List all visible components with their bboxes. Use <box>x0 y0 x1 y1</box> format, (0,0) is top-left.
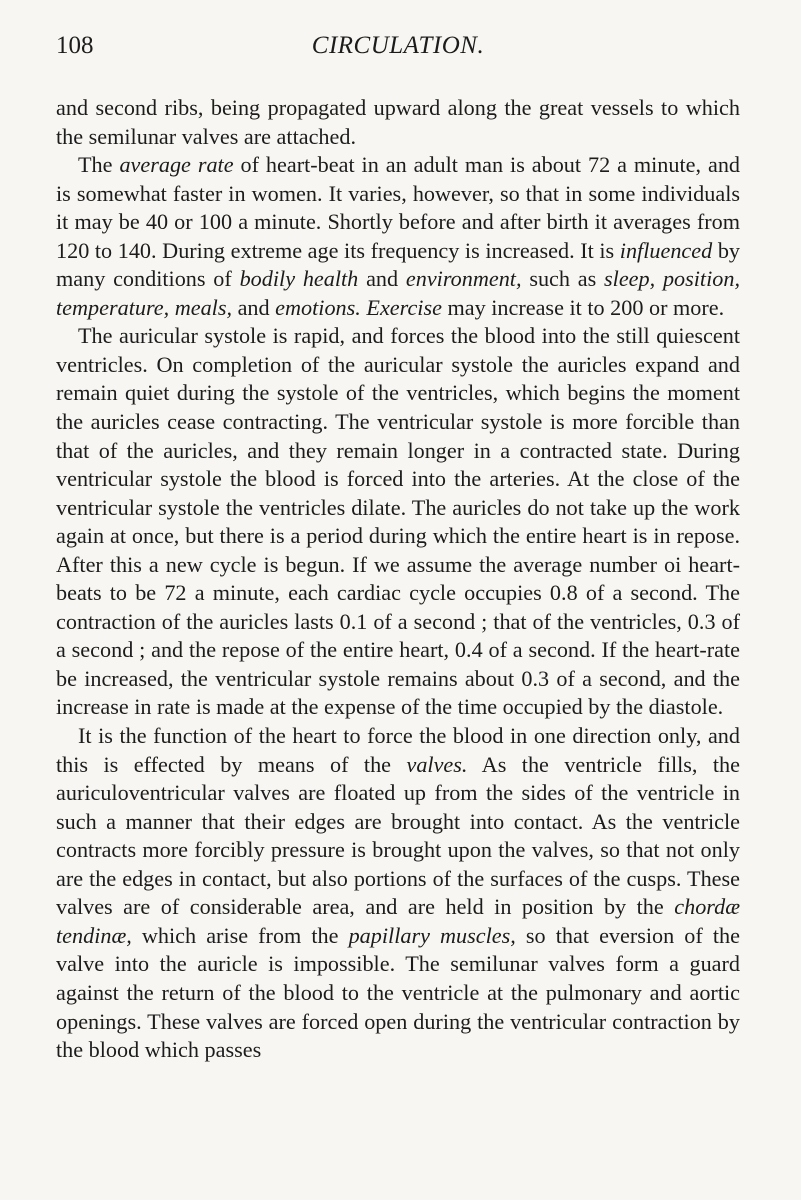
italic-text: environment, <box>405 266 522 292</box>
text-run: and second ribs, being propagated upward along the great vessels to which the semilunar valves are attached. <box>56 95 740 149</box>
italic-text: sleep, position, temperature, meals, <box>56 266 740 320</box>
italic-text: papillary muscles, <box>348 922 516 948</box>
text-run: and <box>358 266 406 292</box>
italic-text: chordæ tendinæ, <box>56 894 740 948</box>
italic-text: valves. <box>406 751 468 777</box>
text-run: which arise from the <box>131 922 349 948</box>
text-run: by many conditions of <box>56 237 741 292</box>
running-head <box>56 26 740 66</box>
text-run: The auricular systole is rapid, and forces the blood into the still quiescent ventricles. On completion of the auricular systole the auricles expand and remain quiet during the systole of the ventricles, which begins the moment the auricles cease contracting. The ventricular systole is more forcible than that of the auricles, and they remain longer in a contracted state. During ventricular systole the blood is forced into the arteries. At the close of the ventricular systole the ventricles dilate. The auricles do not take up the work again at once, but there is a period during which the entire heart is in repose. After this a new cycle is begun. If we assume the average number oi heart-beats to be 72 a minute, each cardiac cycle occupies 0.8 of a second. The contraction of the auricles lasts 0.1 of a second ; that of the ventricles, 0.3 of a second ; and the repose of the entire heart, 0.4 of a second. If the heart-rate be increased, the ventricular systole remains about 0.3 of a second, and the increase in rate is made at the expense of the time occupied by the diastole. <box>56 323 740 720</box>
paragraph <box>56 151 740 322</box>
paragraph <box>56 322 740 722</box>
text-run: and <box>232 294 276 320</box>
body-text <box>56 94 740 1065</box>
book-page <box>56 26 740 1065</box>
paragraph <box>56 722 740 1065</box>
text-run: It is the function of the heart to force the blood in one direction only, and this is effected by means of the <box>56 723 740 777</box>
text-run: such as <box>521 266 605 292</box>
text-run: may increase it to 200 or more. <box>441 294 725 320</box>
italic-text: influenced <box>619 237 713 263</box>
italic-text: emotions. <box>275 294 361 320</box>
page-number: 108 <box>56 32 94 59</box>
running-title: CIRCULATION. <box>311 32 485 59</box>
paragraph <box>56 94 740 151</box>
italic-text: bodily health <box>239 266 359 292</box>
text-run: of heart-beat in an adult man is about 72 a minute, and is somewhat faster in women. It varies, however, so that in some individuals it may be 40 or 100 a minute. Shortly before and after birth it averages from 120 to 140. During extreme age its frequency is increased. It is <box>56 152 741 263</box>
text-run: The <box>78 152 120 178</box>
text-run: As the ventricle fills, the auriculoventricular valves are floated up from the sides of the ventricle in such a manner that their edges are brought into contact. As the ventricle contracts more forcibly pressure is brought upon the valves, so that not only are the edges in contact, but also portions of the surfaces of the cusps. These valves are of considerable area, and are held in position by the <box>56 751 741 920</box>
italic-text: average rate <box>119 152 234 178</box>
italic-text: Exercise <box>366 294 442 320</box>
text-run: so that eversion of the valve into the auricle is impossible. The semilunar valves form a guard against the return of the blood to the ventricle at the pulmonary and aortic openings. These valves are forced open during the ventricular contraction by the blood which passes <box>56 922 740 1063</box>
